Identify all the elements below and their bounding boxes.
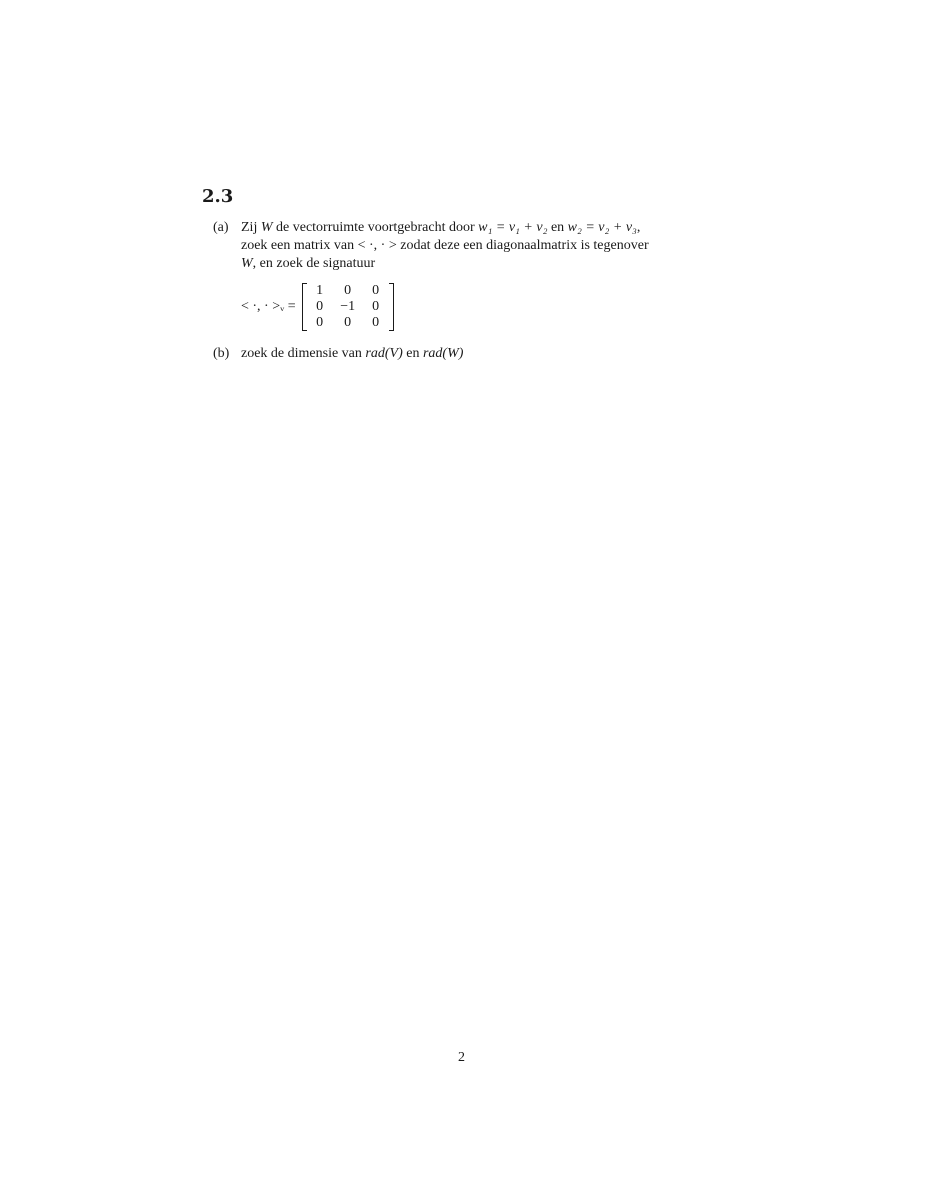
matrix-cell: 0	[344, 283, 352, 298]
page-number: 2	[458, 1050, 465, 1065]
item-a-line-1: Zij W de vectorruimte voortgebracht door w₁ = v₁ + v₂ en w₂ = v₂ + v₃,	[241, 220, 641, 235]
item-a-line-3: W, en zoek de signatuur	[241, 256, 376, 271]
matrix-cell: 0	[316, 315, 324, 330]
matrix-cell: 0	[372, 315, 380, 330]
matrix-cell: 0	[372, 299, 380, 314]
item-b-label: (b)	[213, 346, 230, 361]
matrix-cell: 0	[316, 299, 324, 314]
item-a-line-2: zoek een matrix van < ·, · > zodat deze een diagonaalmatrix is tegenover	[241, 238, 649, 253]
matrix	[302, 283, 394, 331]
section-number: 2.3	[202, 186, 234, 207]
item-b-line-1: zoek de dimensie van rad(V) en rad(W)	[241, 346, 464, 361]
matrix-cell: −1	[340, 299, 356, 314]
matrix-lhs: < ·, · >ᵥ =	[241, 299, 296, 314]
matrix-cell: 0	[344, 315, 352, 330]
matrix-cell: 1	[316, 283, 324, 298]
inner-product-matrix-equation	[241, 282, 394, 332]
item-a-label: (a)	[213, 220, 229, 235]
matrix-cell: 0	[372, 283, 380, 298]
